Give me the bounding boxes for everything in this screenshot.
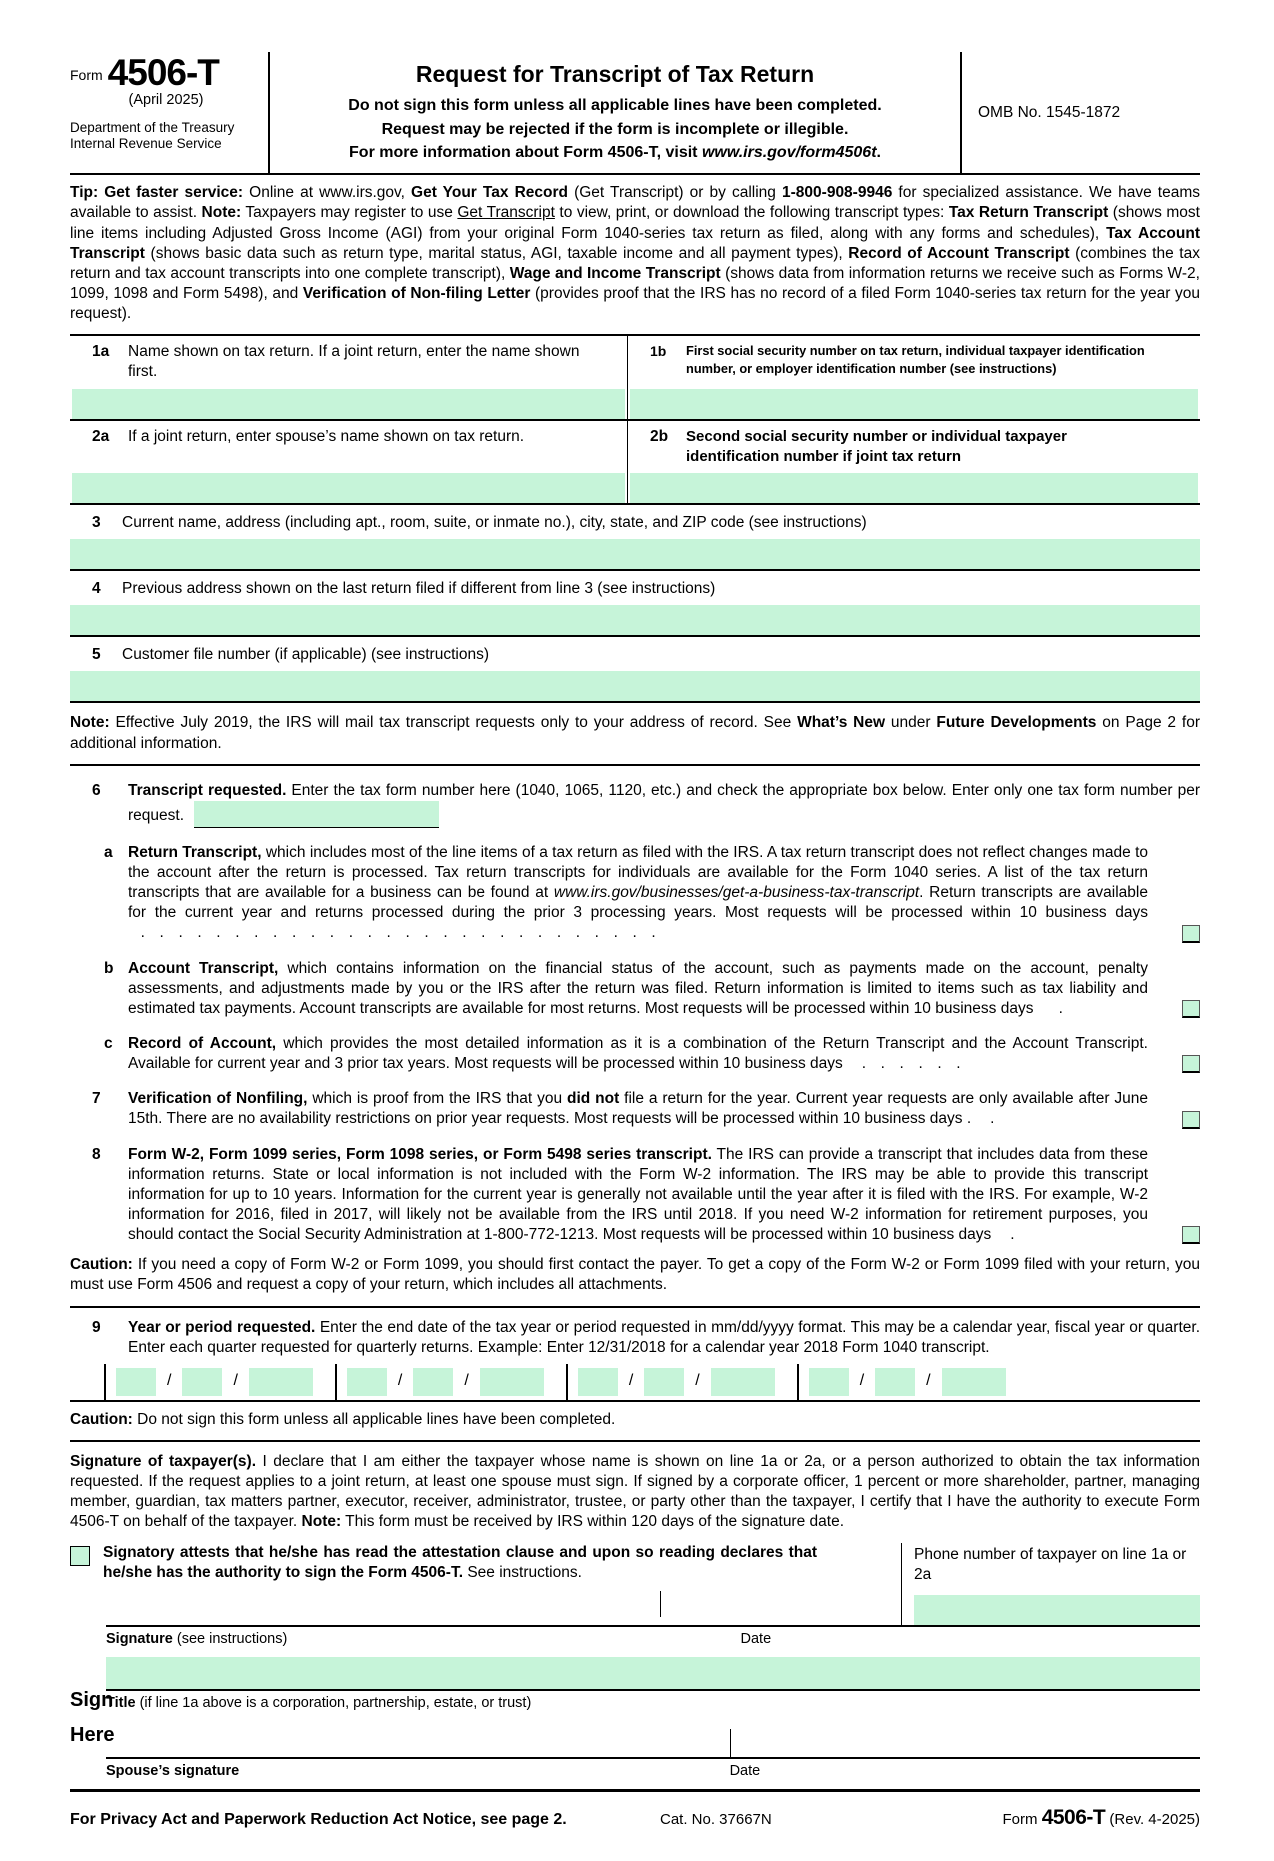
line-5-label: Customer file number (if applicable) (see instructions) [122,646,489,664]
sign-here-word-2: Here [70,1723,115,1746]
department-name: Department of the Treasury [70,120,235,136]
line-7-row [70,1089,1200,1129]
page-title: Request for Transcript of Tax Return [415,61,815,87]
phone-label: Phone number of taxpayer on line 1a or 2a [914,1545,1187,1583]
checkbox-account-transcript[interactable] [1182,1000,1200,1018]
dot-leader: . . . . . . [842,1055,963,1073]
checkbox-verification-of-nonfiling[interactable] [1182,1111,1200,1129]
line-5-number: 5 [92,646,101,664]
date-group-4 [797,1364,1028,1400]
line-9-date-row [70,1364,1200,1402]
date-separator: / [859,1372,865,1390]
line-6b-letter: b [104,959,114,977]
caution-sign-paragraph: Caution: Do not sign this form unless all applicable lines have been completed. [70,1410,616,1428]
line-6c-letter: c [104,1035,113,1053]
form-number: 4506-T [107,52,219,93]
line-1a-label-cell [70,336,628,388]
line-9-text: Year or period requested. Enter the end date of the tax year or period requested in mm/dd/yyyy format. This may be a calendar year, fiscal year or quarter. Enter each quarter requested for quarterly returns. Example: Enter 12/31/2018 for a calendar year 2018 Form 1040 transcript. [128,1318,1200,1356]
line-6b-text: Account Transcript, which contains information on the financial status of the account, such as payments made on the account, penalty assessments, and adjustments made by you or the IRS after the return was filed. Return information is limited to items such as tax liability and estimated tax payments. Account transcripts are available for most returns. Most requests will be processed within 10 business days [128,959,1148,1017]
sign-here-word-1: Sign [70,1688,114,1711]
spouse-name-input[interactable] [72,473,625,503]
date-separator: / [464,1372,469,1390]
line-2b-label-cell [628,421,1200,474]
spouse-ssn-input[interactable] [630,473,1198,503]
date-separator: / [926,1372,931,1390]
date-2-year-input[interactable] [480,1368,544,1396]
tip-paragraph: Tip: Get faster service: Online at www.irs.gov, Get Your Tax Record (Get Transcript) or by calling 1-800-908-9946 for specialized assistance. We have teams available to assist. Note: Taxpayers may register to use Get Transcript to view, print, or download the following transcript types: Tax Return Transcript (shows most line items including Adjusted Gross Income (AGI) from your original Form 1040-series tax return as filed, along with any forms and schedules), Tax Account Transcript (shows basic data such as return type, marital status, AGI, taxable income and all payment types), Record of Account Transcript (combines the tax return and tax account transcripts into one complete transcript), Wage and Income Transcript (shows data from information returns we receive such as Forms W-2, 1099, 1098 and Form 5498), and Verification of Non-filing Letter (provides proof that the IRS has no record of a filed Form 1040-series tax return for the year you request). [70,184,1200,323]
line-2b-number: 2b [650,427,669,445]
date-1-year-input[interactable] [249,1368,313,1396]
checkbox-w2-1099-transcript[interactable] [1182,1226,1200,1244]
line-2a-label-cell [70,421,628,474]
line-1a-number: 1a [92,343,110,361]
line-6-row [70,781,1200,828]
date-separator: / [233,1372,238,1390]
date-label: Date [740,1630,772,1647]
date-separator: / [695,1372,700,1390]
line-7-text: Verification of Nonfiling, which is proof from the IRS that you did not file a return for the year. Current year requests are only available after June 15th. There are no availability restrictions on prior year requests. Most requests will be processed within 10 business days . [128,1090,1148,1128]
spouse-label-row [106,1759,1200,1789]
line-6-number: 6 [92,781,101,799]
line-8-number: 8 [92,1145,101,1163]
taxpayer-signature-area[interactable] [70,1583,901,1617]
name-input[interactable] [72,389,625,419]
line-6a-row [70,843,1200,944]
phone-number-input[interactable] [914,1595,1200,1627]
form-header [70,52,1200,175]
line-3-label-row [70,505,1200,537]
footer [70,1792,1200,1831]
subtitle-2: Request may be rejected if the form is incomplete or illegible. [381,120,849,138]
line-1b-label-cell [628,336,1200,388]
form-revision: (April 2025) [128,92,204,109]
section-divider [70,764,1200,766]
line-3-label: Current name, address (including apt., room, suite, or inmate no.), city, state, and ZIP code (see instructions) [122,514,867,532]
line-2a-number: 2a [92,427,110,445]
dot-leader: . [1033,999,1065,1017]
date-1-month-input[interactable] [116,1368,156,1396]
date-4-month-input[interactable] [809,1368,849,1396]
footer-form-number: 4506-T [1041,1805,1106,1829]
line-2b-label: Second social security number or individual taxpayer identification number if joint tax return [686,427,1067,465]
agency-name: Internal Revenue Service [70,136,222,152]
line-8-row [70,1145,1200,1246]
form-word: Form [70,67,103,84]
catalog-number: Cat. No. 37667N [660,1810,772,1828]
dot-leader: . [971,1110,997,1128]
date-4-day-input[interactable] [875,1368,915,1396]
checkbox-return-transcript[interactable] [1182,925,1200,943]
date-label-2: Date [729,1762,761,1779]
line-7-number: 7 [92,1090,101,1108]
sign-here-block [70,1657,1200,1789]
line-6b-row [70,959,1200,1019]
note-paragraph: Note: Effective July 2019, the IRS will mail tax transcript requests only to your address of record. See What’s New under Future Developments on Page 2 for additional information. [70,714,1200,752]
line-9-number: 9 [92,1318,101,1336]
line-3-number: 3 [92,514,101,532]
date-group-1 [104,1364,335,1400]
section-divider [70,1306,1200,1308]
date-group-2 [335,1364,566,1400]
date-4-year-input[interactable] [942,1368,1006,1396]
date-3-month-input[interactable] [578,1368,618,1396]
attestation-text: Signatory attests that he/she has read the attestation clause and upon so reading declares that he/she has the authority to sign the Form 4506-T. See instructions. [103,1543,817,1581]
tax-form-number-input[interactable] [194,801,439,828]
ssn-input[interactable] [630,389,1198,419]
date-separator: / [167,1372,172,1390]
spouse-signature-label: Spouse’s signature [106,1762,240,1779]
date-3-year-input[interactable] [711,1368,775,1396]
attestation-phone-block [70,1543,1200,1627]
privacy-act-notice: For Privacy Act and Paperwork Reduction Act Notice, see page 2. [70,1810,567,1828]
dot-leader: . [991,1226,1017,1244]
signature-label: Signature (see instructions) [106,1630,288,1647]
phone-cell [901,1543,1200,1627]
line-1b-number: 1b [650,343,667,360]
date-2-day-input[interactable] [413,1368,453,1396]
signature-label-row [106,1627,1200,1657]
date-separator: / [397,1372,403,1390]
subtitle-3: For more information about Form 4506-T, visit www.irs.gov/form4506t. [349,144,881,162]
line-6c-row [70,1034,1200,1074]
current-address-input[interactable] [70,539,1200,571]
subtitle-1: Do not sign this form unless all applicable lines have been completed. [348,96,882,114]
line-1b-label: First social security number on tax return, individual taxpayer identification number, or employer identification number (see instructions) [686,343,1145,377]
dot-leader: . . . . . . . . . . . . . . . . . . . . . . . . . . . . [128,924,658,942]
line-6c-text: Record of Account, which provides the most detailed information as it is a combination of the Return Transcript and the Account Transcript. Available for current year and 3 prior tax years. Most requests will be processed within 10 business days [128,1035,1148,1073]
date-2-month-input[interactable] [347,1368,387,1396]
date-separator: / [628,1372,634,1390]
date-1-day-input[interactable] [182,1368,222,1396]
line-6a-letter: a [104,843,113,861]
line-5-label-row [70,637,1200,669]
line-6a-text: Return Transcript, which includes most of the line items of a tax return as filed with the IRS. A tax return transcript does not reflect changes made to the account after the return is processed. Tax return transcripts for individuals are available for the Form 1040 series. A list of the tax return transcripts that are available for a business can be found at www.irs.gov/businesses/get-a-business-tax-transcript. Return transcripts are available for the current year and returns processed during the prior 3 processing years. Most requests will be processed within 10 business days [128,843,1148,922]
checkbox-signatory-attestation[interactable] [70,1546,90,1566]
caution-copy-paragraph: Caution: If you need a copy of Form W-2 or Form 1099, you should first contact the payer. To get a copy of the Form W-2 or Form 1099 filed with your return, you must use Form 4506 and request a copy of your return, which includes all attachments. [70,1256,1200,1294]
checkbox-record-of-account[interactable] [1182,1055,1200,1073]
line-2a-label: If a joint return, enter spouse’s name shown on tax return. [128,427,525,445]
date-group-3 [566,1364,797,1400]
line-6-text: Transcript requested. Enter the tax form number here (1040, 1065, 1120, etc.) and check the appropriate box below. Enter only one tax form number per request. [128,781,1200,824]
line-4-number: 4 [92,580,101,598]
line-9-row [70,1318,1200,1358]
form-id-block [70,52,270,173]
date-3-day-input[interactable] [644,1368,684,1396]
signature-declaration: Signature of taxpayer(s). I declare that I am either the taxpayer whose name is shown on line 1a or 2a, or a person authorized to obtain the tax information requested. If the request applies to a joint return, at least one spouse must sign. If signed by a corporate officer, 1 percent or more shareholder, partner, managing member, guardian, tax matters partner, executor, receiver, administrator, trustee, or party other than the taxpayer, I certify that I have the authority to execute Form 4506-T on behalf of the taxpayer. Note: This form must be received by IRS within 120 days of the signature date. [70,1452,1200,1531]
section-divider [70,1440,1200,1442]
footer-revision: (Rev. 4-2025) [1109,1810,1200,1828]
footer-form-word: Form [1002,1810,1038,1828]
line-4-label-row [70,571,1200,603]
omb-number: OMB No. 1545-1872 [960,52,1200,173]
line-8-text: Form W-2, Form 1099 series, Form 1098 series, or Form 5498 series transcript. The IRS can provide a transcript that includes data from these information returns. State or local information is not included with the Form W-2 information. The IRS may be able to provide this transcript information for up to 10 years. Information for the current year is generally not available until the year after it is filed with the IRS. For example, W-2 information for 2016, filed in 2017, will likely not be available from the IRS until 2018. If you need W-2 information for retirement purposes, you should contact the Social Security Administration at 1-800-772-1213. Most requests will be processed within 10 business days [128,1145,1148,1244]
line-4-label: Previous address shown on the last return filed if different from line 3 (see instructions) [122,580,716,598]
customer-file-number-input[interactable] [70,671,1200,703]
title-label: Title (if line 1a above is a corporation, partnership, estate, or trust) [106,1694,532,1711]
previous-address-input[interactable] [70,605,1200,637]
title-input[interactable] [106,1657,1200,1691]
name-ssn-table [70,334,1200,505]
title-block [270,52,960,173]
spouse-signature-area[interactable] [106,1721,1200,1759]
line-1a-label: Name shown on tax return. If a joint return, enter the name shown first. [128,343,580,381]
